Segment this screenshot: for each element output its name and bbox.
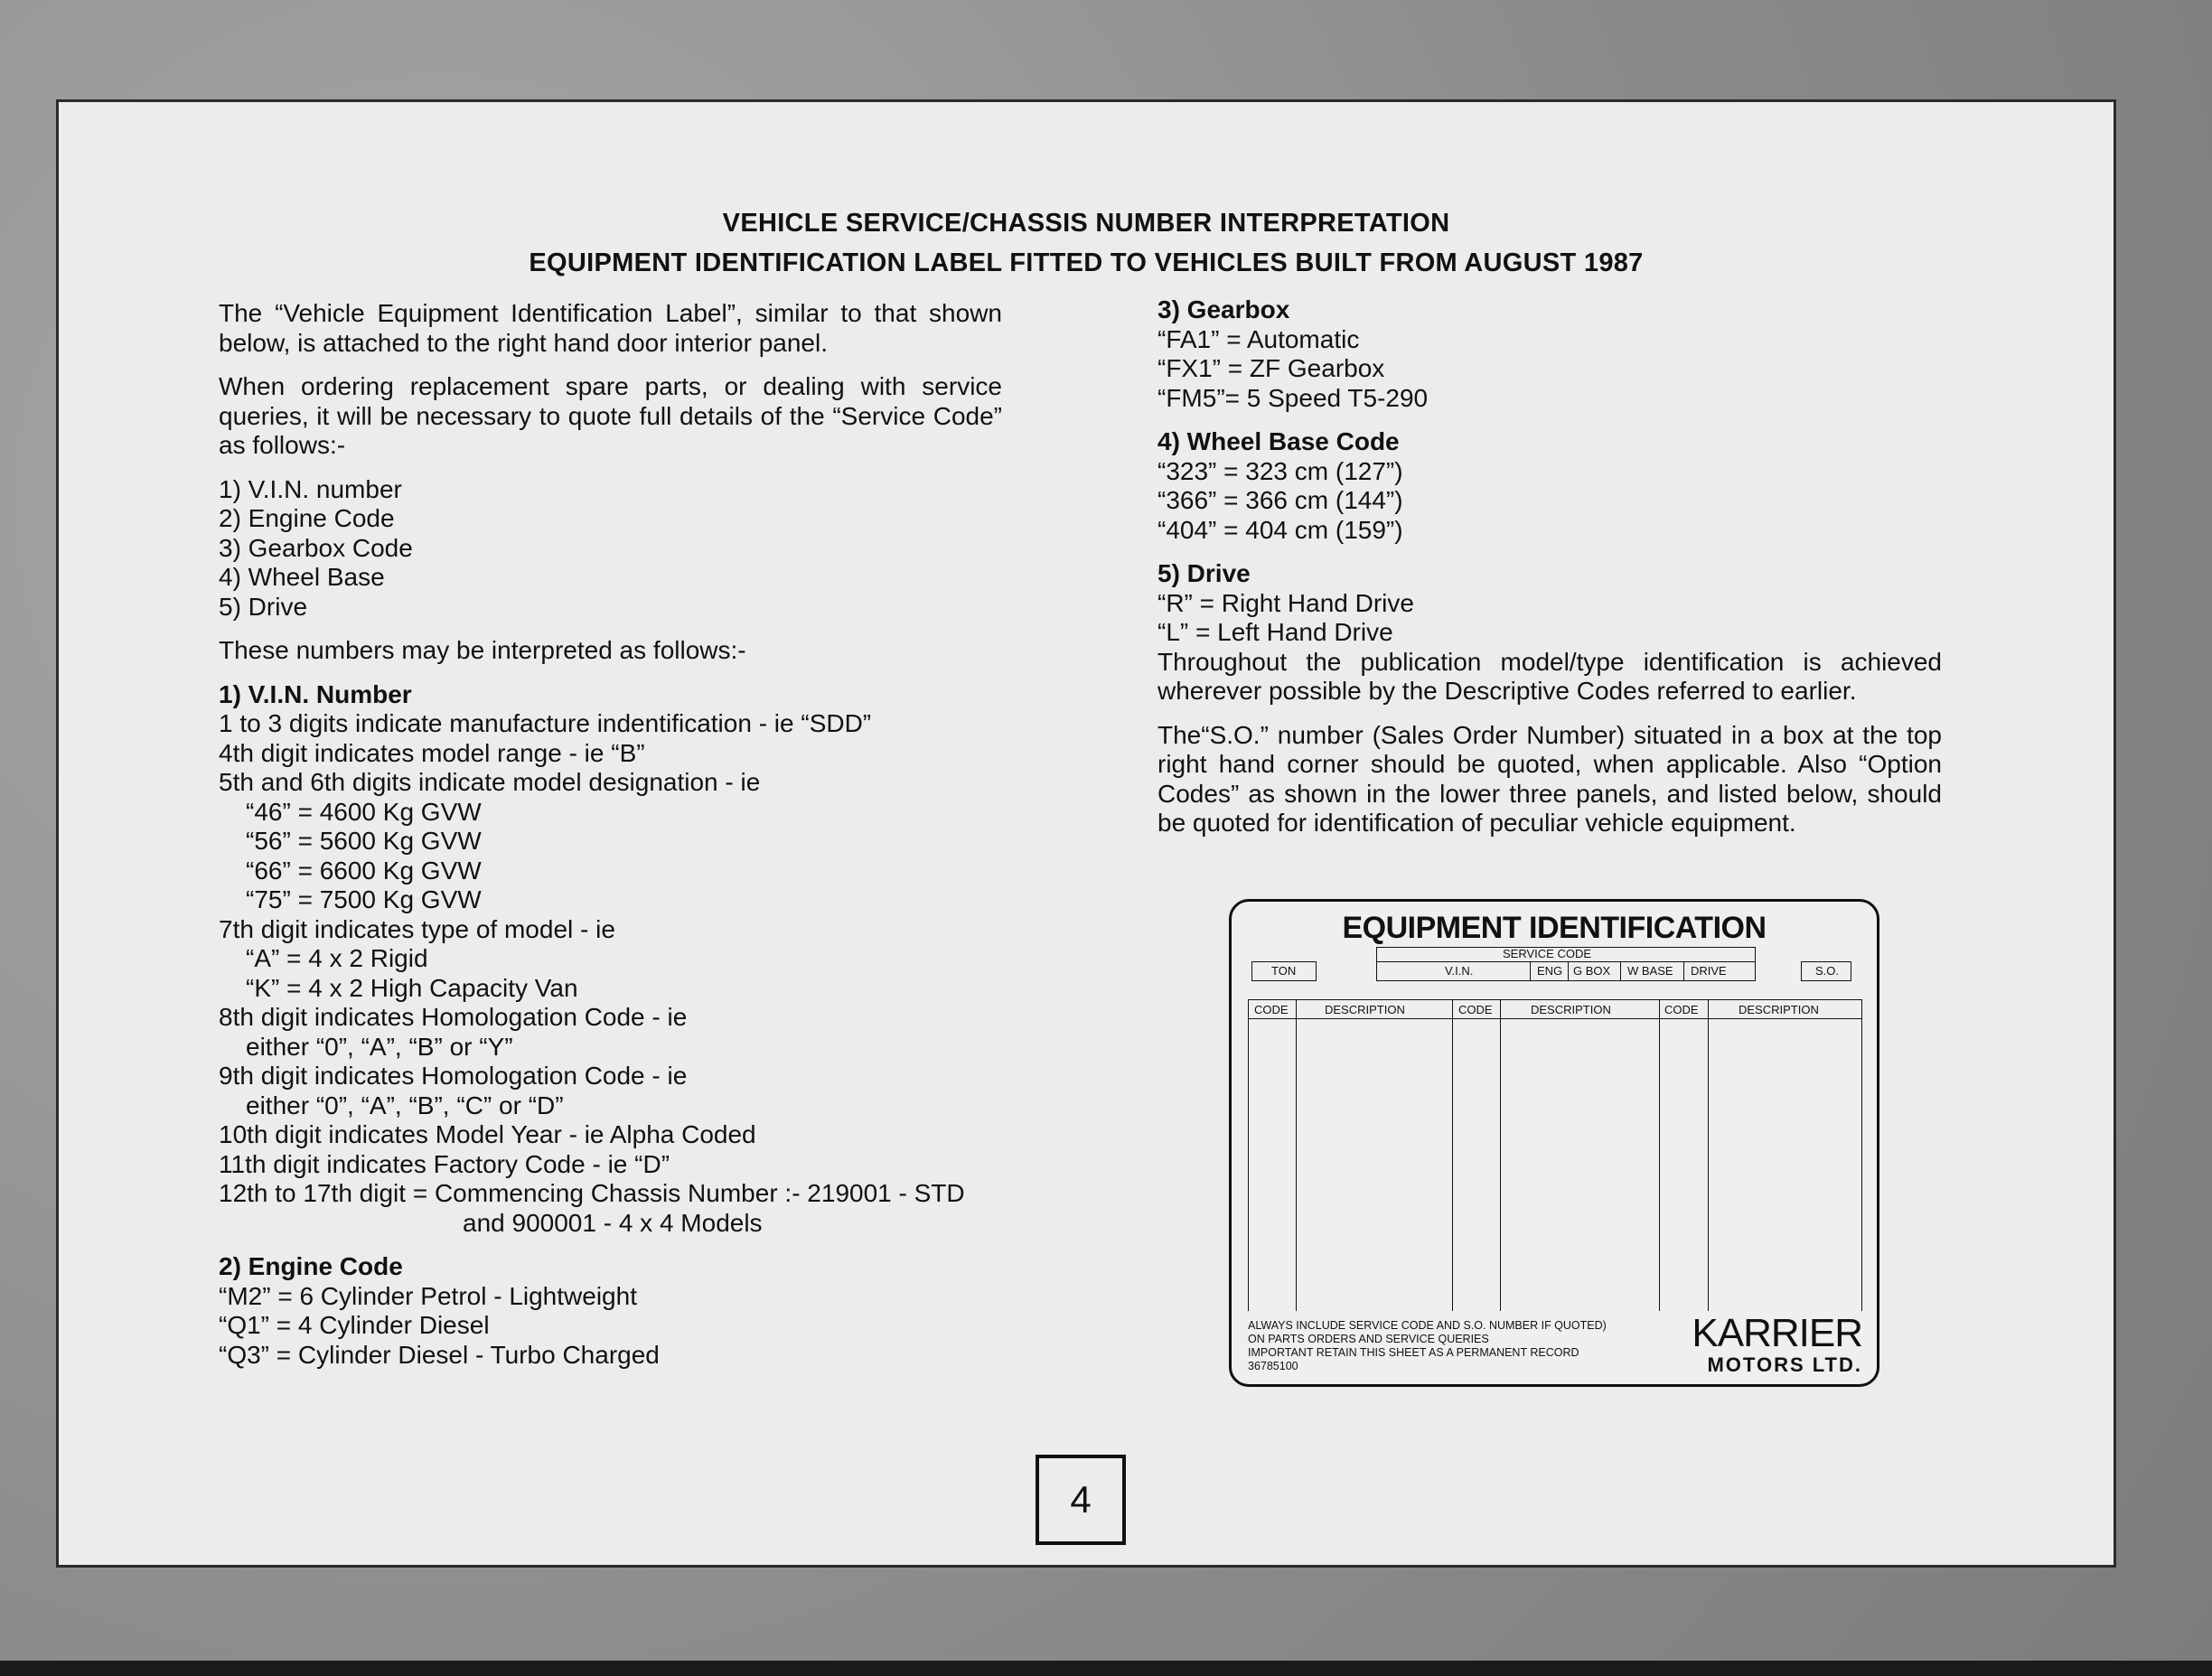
vin-line: either “0”, “A”, “B” or “Y” [246,1032,513,1061]
list-item: 4) Wheel Base [219,563,385,591]
gearbox-line: “FX1” = ZF Gearbox [1158,354,1385,382]
list-item: 3) Gearbox Code [219,533,413,562]
vin-line: either “0”, “A”, “B”, “C” or “D” [246,1091,564,1119]
divider [1568,961,1569,981]
section-heading: 5) Drive [1158,559,1251,587]
divider [1530,961,1531,981]
so-label: S.O. [1815,964,1840,978]
engine-section [219,1252,1002,1370]
ton-label: TON [1271,964,1297,978]
karrier-logo [1692,1311,1862,1377]
equipment-identification-label [1229,899,1879,1387]
drive-section [1158,559,1942,648]
intro-paragraph-1: The “Vehicle Equipment Identification Label”, similar to that shown below, is attached to the right hand door interior panel. [219,299,1002,357]
vin-line: 5th and 6th digits indicate model designation - ie [219,768,761,796]
label-footer-note [1248,1319,1607,1373]
description-header: DESCRIPTION [1325,1003,1405,1016]
grid-divider [1452,999,1453,1311]
engine-line: “Q3” = Cylinder Diesel - Turbo Charged [219,1340,660,1369]
vin-line: “K” = 4 x 2 High Capacity Van [246,973,578,1002]
vin-section [219,680,1002,1239]
vin-line: 9th digit indicates Homologation Code - ie [219,1062,688,1090]
section-heading: 4) Wheel Base Code [1158,427,1400,455]
vin-line: 12th to 17th digit = Commencing Chassis Number :- 219001 - STD [219,1179,965,1207]
label-title: EQUIPMENT IDENTIFICATION [1342,911,1767,945]
grid-divider [1659,999,1660,1311]
eng-label: ENG [1537,964,1563,978]
list-item: 1) V.I.N. number [219,474,402,503]
section-heading: 1) V.I.N. Number [219,679,412,708]
vin-label: V.I.N. [1445,964,1474,978]
footer-line: IMPORTANT RETAIN THIS SHEET AS A PERMANENT RECORD [1248,1346,1579,1359]
sales-order-paragraph: The“S.O.” number (Sales Order Number) situated in a box at the top right hand corner should be quoted, when applicable. Also “Option Codes” as shown in the lower three panels, and listed below, should be quoted for identification of peculiar vehicle equipment. [1158,720,1942,837]
gearbox-line: “FM5”= 5 Speed T5-290 [1158,383,1429,412]
section-heading: 3) Gearbox [1158,295,1290,323]
gearbox-line: “FA1” = Automatic [1158,324,1360,353]
grid-divider [1708,999,1709,1311]
intro-paragraph-2: When ordering replacement spare parts, or dealing with service queries, it will be necessary to quote full details of the “Service Code” as follows:- [219,372,1002,459]
service-code-list [219,475,1002,623]
vin-line: and 900001 - 4 x 4 Models [463,1208,763,1237]
footer-line: ALWAYS INCLUDE SERVICE CODE AND S.O. NUMBER IF QUOTED) [1248,1319,1607,1332]
drive-line: “R” = Right Hand Drive [1158,588,1414,617]
footer-line: ON PARTS ORDERS AND SERVICE QUERIES [1248,1333,1489,1345]
gearbox-section [1158,295,1942,413]
vin-line: “66” = 6600 Kg GVW [246,856,482,885]
gbox-label: G BOX [1573,964,1611,978]
descriptive-codes-paragraph: Throughout the publication model/type identification is achieved wherever possible by the Descriptive Codes referred to earlier. [1158,647,1942,705]
brand-subtitle: MOTORS LTD. [1707,1353,1862,1376]
page-subtitle: EQUIPMENT IDENTIFICATION LABEL FITTED TO VEHICLES BUILT FROM AUGUST 1987 [529,248,1644,277]
interpret-note: These numbers may be interpreted as follows:- [219,636,746,664]
engine-line: “M2” = 6 Cylinder Petrol - Lightweight [219,1281,637,1310]
vin-line: 4th digit indicates model range - ie “B” [219,738,645,767]
drive-label: DRIVE [1691,964,1727,978]
code-header: CODE [1254,1003,1289,1016]
description-header: DESCRIPTION [1739,1003,1819,1016]
grid-divider [1296,999,1297,1311]
code-header: CODE [1458,1003,1493,1016]
wheelbase-line: “404” = 404 cm (159”) [1158,515,1403,544]
vin-line: 7th digit indicates type of model - ie [219,914,615,943]
engine-line: “Q1” = 4 Cylinder Diesel [219,1311,490,1339]
manual-page [56,99,2116,1568]
list-item: 2) Engine Code [219,504,395,532]
drive-line: “L” = Left Hand Drive [1158,618,1393,646]
vin-line: “A” = 4 x 2 Rigid [246,944,428,972]
service-code-label: SERVICE CODE [1503,947,1592,960]
vin-line: 1 to 3 digits indicate manufacture indentification - ie “SDD” [219,709,872,737]
footer-line: 36785100 [1248,1360,1298,1372]
vin-line: “75” = 7500 Kg GVW [246,885,482,913]
description-header: DESCRIPTION [1531,1003,1611,1016]
section-heading: 2) Engine Code [219,1252,403,1280]
left-column [219,299,1002,1384]
brand-name: KARRIER [1692,1311,1862,1355]
vin-line: 11th digit indicates Factory Code - ie “D” [219,1149,670,1178]
vin-line: 8th digit indicates Homologation Code - ie [219,1003,688,1031]
vin-line: “56” = 5600 Kg GVW [246,827,482,855]
divider [1683,961,1684,981]
page-title: VEHICLE SERVICE/CHASSIS NUMBER INTERPRETATION [722,209,1450,238]
wheelbase-line: “366” = 366 cm (144”) [1158,486,1403,514]
list-item: 5) Drive [219,592,308,621]
wheelbase-line: “323” = 323 cm (127”) [1158,456,1403,485]
vin-line: “46” = 4600 Kg GVW [246,797,482,826]
wbase-label: W BASE [1627,964,1673,978]
vin-line: 10th digit indicates Model Year - ie Alpha Coded [219,1120,756,1148]
wheelbase-section [1158,427,1942,545]
code-header: CODE [1664,1003,1699,1016]
grid-divider [1500,999,1501,1311]
page-number: 4 [1036,1455,1126,1545]
option-codes-grid [1248,999,1862,1311]
scan-edge [0,1661,2212,1676]
divider [1620,961,1621,981]
right-column [1158,295,1942,853]
